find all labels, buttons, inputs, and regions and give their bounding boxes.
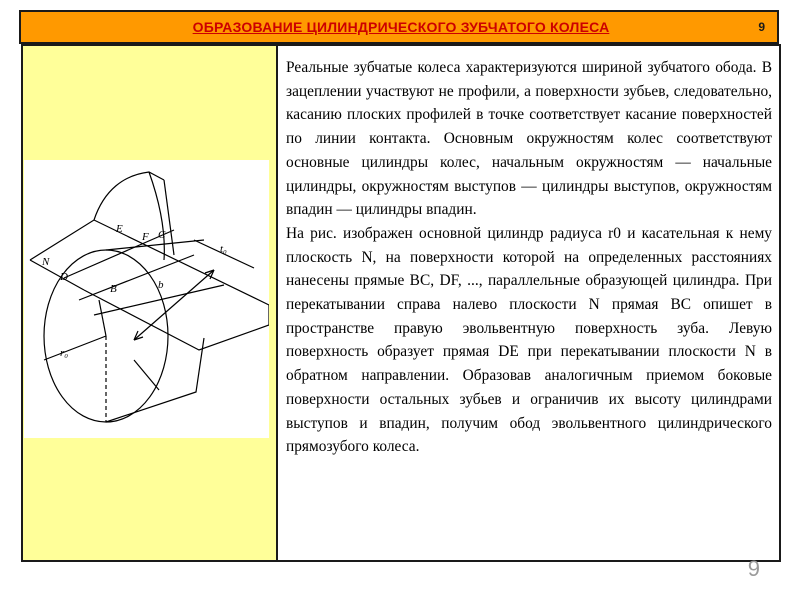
label-c: C: [158, 229, 166, 241]
label-f: F: [142, 231, 149, 243]
radius-guide: [99, 300, 106, 336]
diagram-svg: [24, 160, 269, 438]
plane-edge: [30, 260, 84, 290]
title-bar: [19, 10, 779, 44]
gear-cylinder-diagram: [24, 160, 269, 438]
label-b-width: b: [158, 279, 164, 291]
label-n: N: [42, 256, 50, 268]
slide-number-badge: 9: [758, 20, 765, 34]
radius-r0: [44, 336, 106, 360]
label-t0: t₀: [220, 243, 227, 255]
paragraph-1: Реальные зубчатые колеса характеризуются шириной зубчатого обода. В зацеплении участвуют не профили, а поверхности зубьев, следовательно, касанию плоских профилей в точке соответствует касание поверхностей по линии контакта. Основным окружностям колес соответствуют основные цилиндры колес, начальным окружностям — начальные цилиндры, окружностям выступов — цилиндры выступов, окружностям впадин — цилиндры впадин.: [286, 59, 772, 219]
tangent-plane-n: [30, 220, 269, 350]
generatrix-mark: [134, 360, 159, 390]
text-panel: [276, 44, 781, 562]
label-b-point: B: [110, 283, 117, 295]
dimension-b: [134, 270, 214, 340]
slide-title: ОБРАЗОВАНИЕ ЦИЛИНДРИЧЕСКОГО ЗУБЧАТОГО КОЛЕСА: [192, 19, 610, 35]
paragraph-2: На рис. изображен основной цилиндр радиуса r0 и касательная к нему плоскость N, на поверхности которой на определенных расстояниях нанесены прямые BC, DF, ..., параллельные образующей цилиндра. При перекатывании справа налево плоскости N прямая BC опишет в пространстве правую эвольвентную поверхность зуба. Левую поверхность образует прямая DE при перекатывании плоскости N в обратном направлении. Образовав аналогичным приемом боковые поверхности остальных зубьев и ограничив их высоту цилиндрами выступов и впадин, получим обод эвольвентного цилиндрического прямозубого колеса.: [286, 224, 772, 456]
cylinder-top-generatrix: [106, 240, 204, 250]
involute-surface-left: [94, 172, 164, 220]
body-text: [286, 56, 772, 459]
page-number: 9: [747, 556, 760, 581]
label-e: E: [116, 223, 123, 235]
label-r0: r₀: [60, 347, 69, 359]
cylinder-bottom-outline: [106, 338, 204, 422]
involute-surface-right: [149, 172, 164, 260]
label-d: D: [60, 271, 68, 283]
